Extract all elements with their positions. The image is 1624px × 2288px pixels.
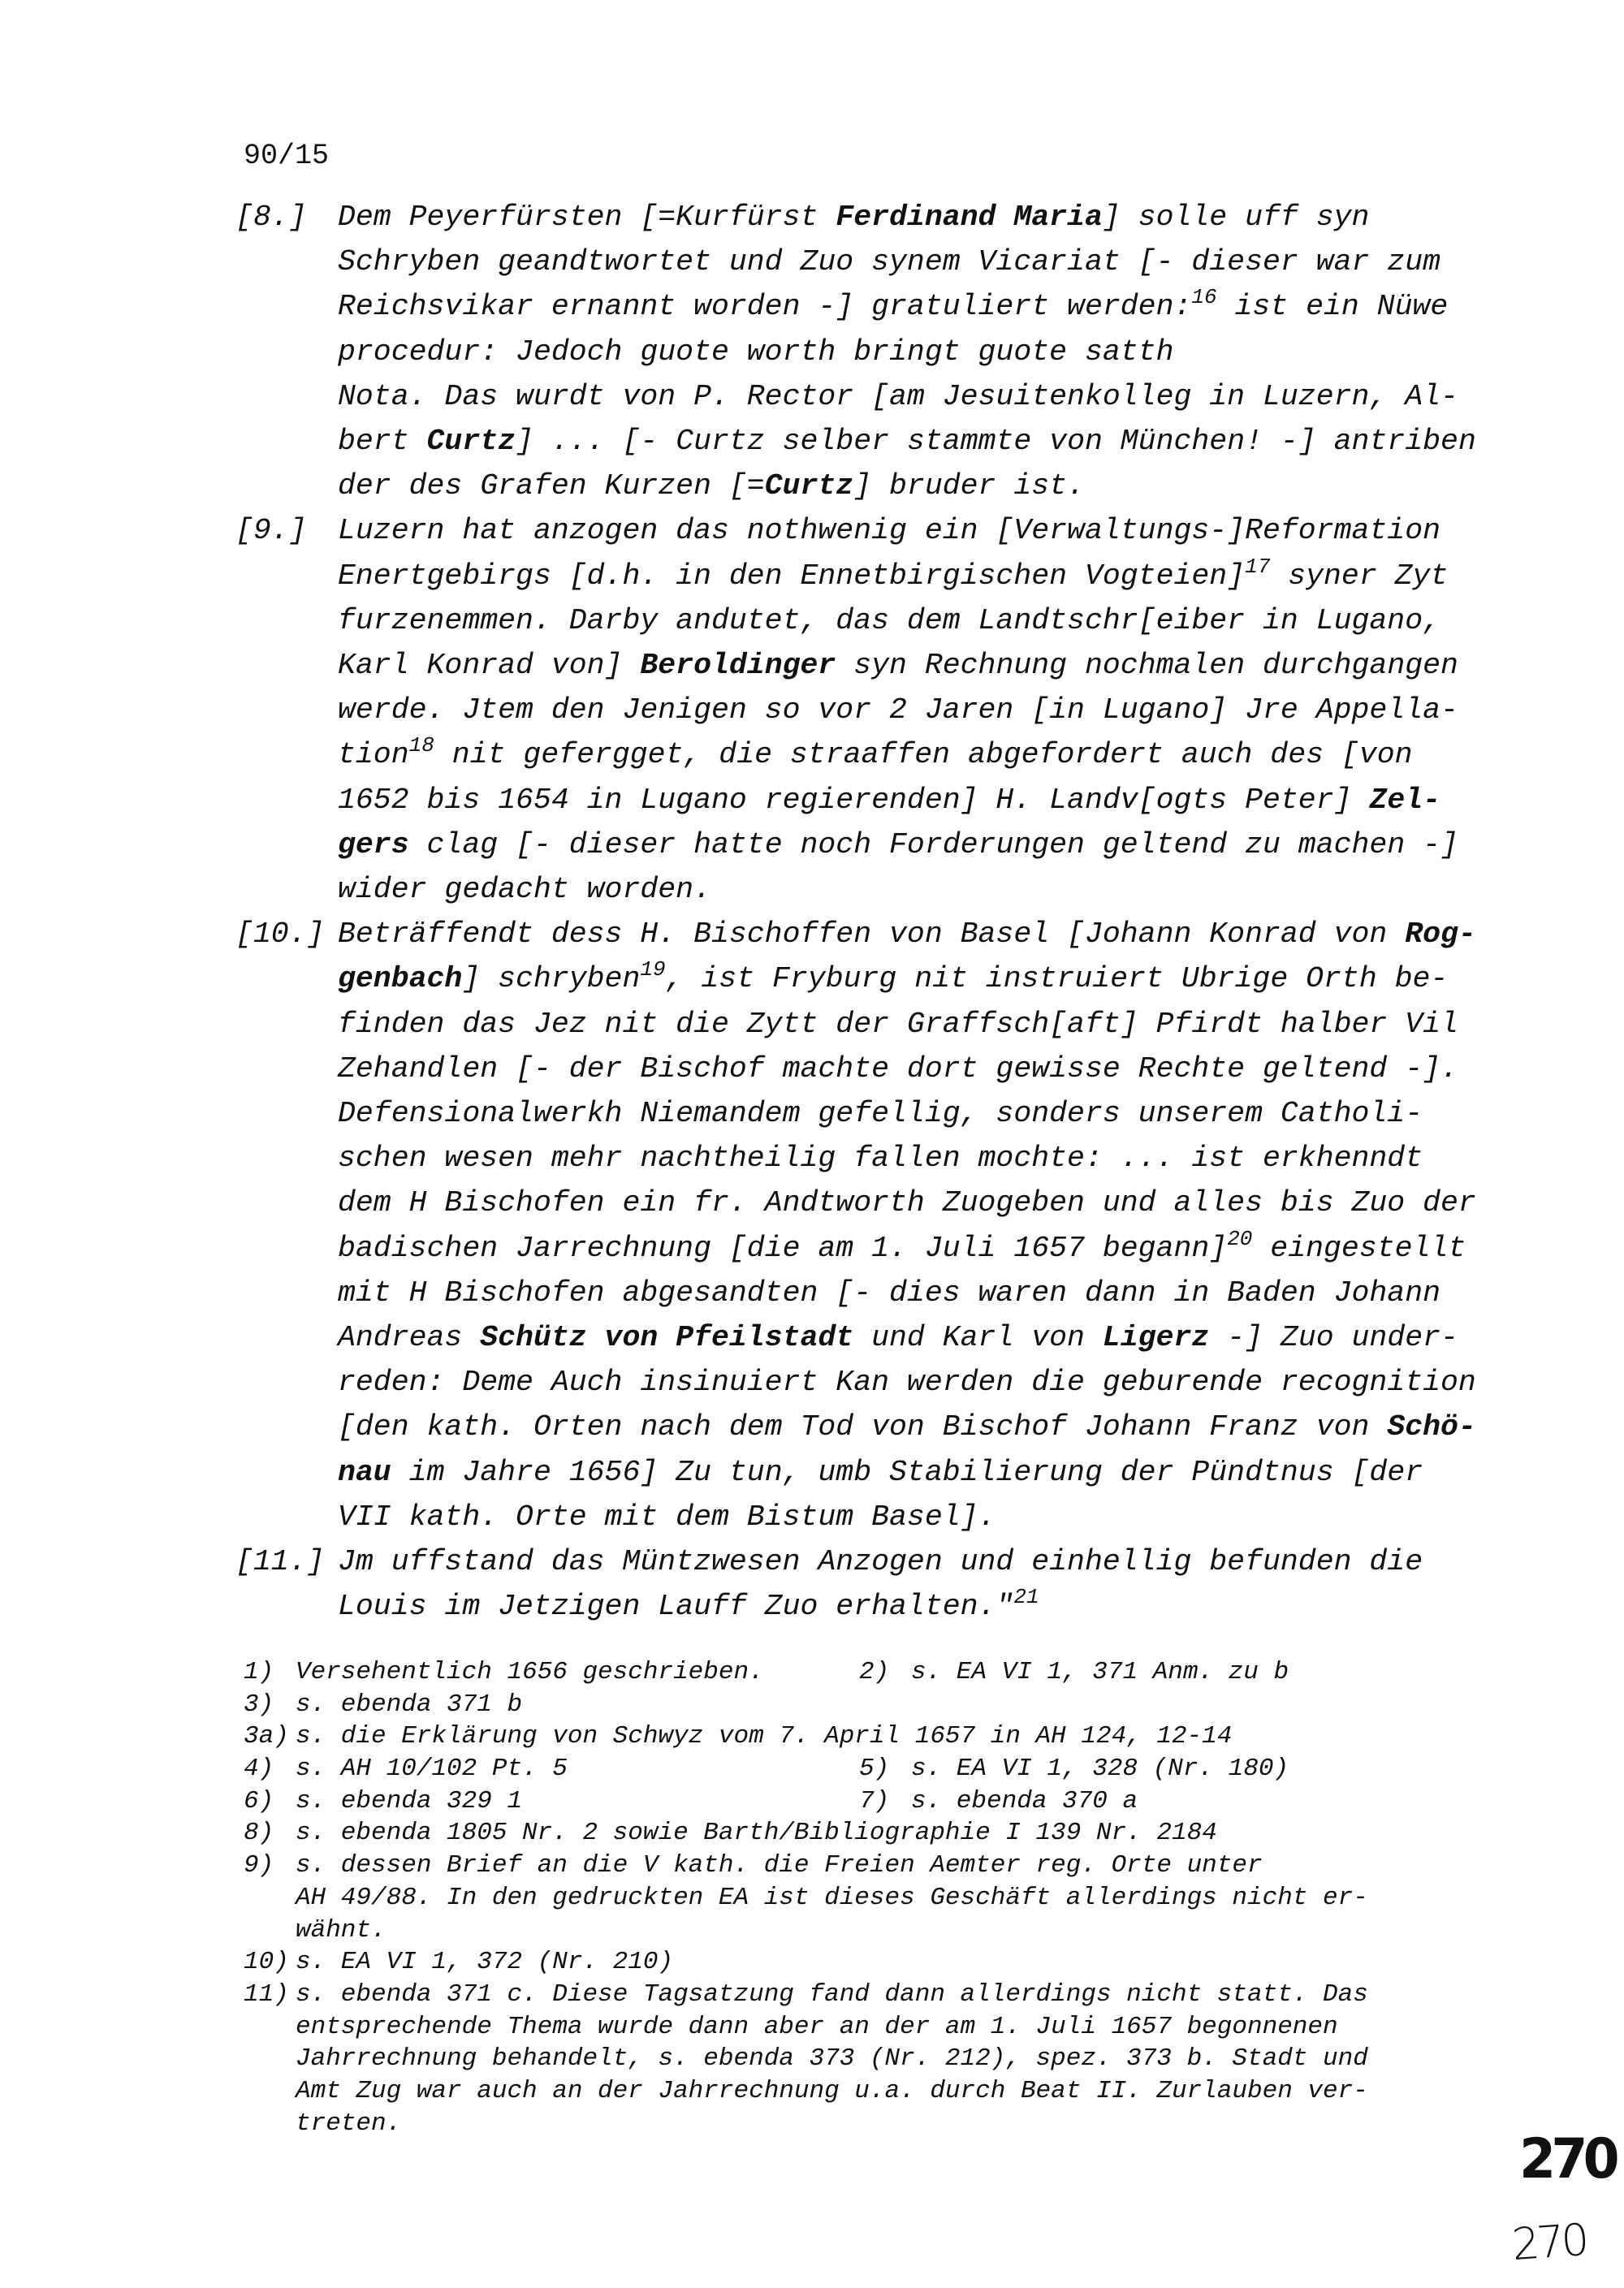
footnote-ref: 17	[1245, 554, 1271, 579]
footnote	[244, 1946, 1510, 1979]
footnote-number: 3a)	[244, 1722, 289, 1751]
footnote-number: 1)	[244, 1658, 274, 1686]
footnote-ref: 18	[408, 733, 434, 758]
protocol-entries	[235, 195, 1486, 1630]
footnote-line: s. ebenda 370 a	[911, 1786, 1138, 1815]
entry-line: tion$^{18}$ nit gefergget, die straaffen abgefordert auch des [von	[338, 733, 1413, 772]
bold-name: Zel-	[1369, 783, 1441, 817]
footnote-number: 10)	[244, 1948, 289, 1977]
entry-line: Nota. Das wurdt von P. Rector [am Jesuitenkolleg in Luzern, Al-	[338, 379, 1458, 413]
entry	[235, 912, 1486, 1539]
entry-line: schen wesen mehr nachtheilig fallen mochte: ... ist erkhenndt	[338, 1142, 1423, 1176]
entry-line: werde. Jtem den Jenigen so vor 2 Jaren [in Lugano] Jre Appella-	[338, 693, 1458, 727]
footnote	[244, 1720, 1510, 1753]
footnote-ref: 21	[1013, 1585, 1039, 1610]
footnote-line: s. EA VI 1, 371 Anm. zu b	[911, 1658, 1289, 1686]
bold-name: Ligerz	[1102, 1321, 1210, 1355]
footnote-line: AH 49/88. In den gedruckten EA ist dieses Geschäft allerdings nicht er-	[296, 1883, 1368, 1912]
footnote-number: 3)	[244, 1690, 274, 1719]
handwritten-page-stamp: 270	[1519, 2127, 1615, 2191]
footnote	[244, 1979, 1510, 2140]
footnote-line: treten.	[296, 2109, 402, 2138]
footnote-number: 6)	[244, 1786, 274, 1815]
footnote-ref: 16	[1191, 285, 1217, 310]
entry-line: Defensionalwerkh Niemandem gefellig, sonders unserem Catholi-	[338, 1097, 1423, 1131]
footnote	[244, 1753, 929, 1785]
entry	[235, 508, 1486, 912]
footnote-pair-row	[244, 1656, 1510, 1689]
bold-name: gers	[338, 827, 409, 861]
entry-line: Beträffendt dess H. Bischoffen von Basel [Johann Konrad von Rog-	[338, 917, 1476, 952]
footnote-number: 2)	[859, 1658, 890, 1686]
entry-number: [10.]	[235, 917, 325, 952]
entry-line: der des Grafen Kurzen [=Curtz] bruder ist.	[338, 469, 1085, 503]
bold-name: Ferdinand Maria	[836, 201, 1103, 234]
entry-line: mit H Bischofen abgesandten [- dies waren dann in Baden Johann	[338, 1276, 1441, 1310]
footnote-line: Jahrrechnung behandelt, s. ebenda 373 (Nr. 212), spez. 373 b. Stadt und	[296, 2044, 1368, 2074]
entry-line: bert Curtz] ... [- Curtz selber stammte von München! -] antriben	[338, 425, 1476, 459]
footnote-number: 11)	[244, 1979, 289, 2009]
bold-name: Curtz	[426, 425, 516, 459]
footnote-number: 4)	[244, 1755, 274, 1784]
footnote	[244, 1785, 929, 1818]
footnote-line: s. AH 10/102 Pt. 5	[296, 1755, 568, 1784]
bold-name: Curtz	[764, 469, 854, 503]
bold-name: nau	[338, 1455, 391, 1489]
footnote-ref: 20	[1227, 1226, 1253, 1251]
entry-line: Schryben geandtwortet und Zuo synem Vicariat [- dieser war zum	[338, 245, 1441, 279]
footnote-line: s. EA VI 1, 372 (Nr. 210)	[296, 1948, 674, 1977]
footnote-number: 9)	[244, 1851, 274, 1880]
bold-name: Schütz von Pfeilstadt	[480, 1321, 854, 1355]
footnote-number: 8)	[244, 1819, 274, 1848]
handwritten-page-stamp-secondary: 270	[1510, 2213, 1588, 2271]
footnote-line: s. ebenda 371 b	[296, 1690, 523, 1719]
footnote-number: 7)	[859, 1786, 890, 1815]
footnote-line: Amt Zug war auch an der Jahrrechnung u.a. durch Beat II. Zurlauben ver-	[296, 2077, 1368, 2106]
bold-name: Schö-	[1387, 1410, 1476, 1444]
entry-line: reden: Deme Auch insinuiert Kan werden die geburende recognition	[338, 1366, 1476, 1400]
footnote-number: 5)	[859, 1755, 890, 1784]
footnote	[244, 1850, 1510, 1946]
footnote-line: s. die Erklärung von Schwyz vom 7. April 1657 in AH 124, 12-14	[296, 1722, 1233, 1751]
footnote-line: s. ebenda 371 c. Diese Tagsatzung fand dann allerdings nicht statt. Das	[296, 1979, 1368, 2009]
entry-line: gers clag [- dieser hatte noch Forderungen geltend zu machen -]	[338, 827, 1458, 861]
entry-line: wider gedacht worden.	[338, 873, 711, 907]
entry-number: [8.]	[235, 201, 307, 234]
entry-number: [9.]	[235, 514, 307, 548]
footnote-line: s. ebenda 1805 Nr. 2 sowie Barth/Bibliographie I 139 Nr. 2184	[296, 1819, 1217, 1848]
entry-line: Enertgebirgs [d.h. in den Ennetbirgischen Vogteien]$^{17}$ syner Zyt	[338, 554, 1449, 593]
entry-line: Louis im Jetzigen Lauff Zuo erhalten."$^{21}$	[338, 1585, 1039, 1624]
entry-line: genbach] schryben$^{19}$, ist Fryburg nit instruiert Ubrige Orth be-	[338, 957, 1449, 996]
page-header-number: 90/15	[244, 140, 330, 172]
entry-line: Jm uffstand das Müntzwesen Anzogen und einhellig befunden die	[338, 1545, 1423, 1579]
footnote	[244, 1656, 929, 1689]
entry-number: [11.]	[235, 1545, 325, 1579]
entry-line: badischen Jarrechnung [die am 1. Juli 1657 begann]$^{20}$ eingestellt	[338, 1226, 1466, 1265]
entry-line: procedur: Jedoch guote worth bringt guote satth	[338, 335, 1174, 369]
footnote-line: entsprechende Thema wurde dann aber an der am 1. Juli 1657 begonnenen	[296, 2012, 1338, 2041]
footnote	[859, 1753, 1561, 1785]
footnote-line: s. dessen Brief an die V kath. die Freien Aemter reg. Orte unter	[296, 1851, 1263, 1880]
entry-line: nau im Jahre 1656] Zu tun, umb Stabilierung der Pündtnus [der	[338, 1455, 1423, 1489]
entry-line: Andreas Schütz von Pfeilstadt und Karl von Ligerz -] Zuo under-	[338, 1321, 1458, 1355]
footnotes-section	[244, 1656, 1510, 2140]
entry-line: dem H Bischofen ein fr. Andtworth Zuogeben und alles bis Zuo der	[338, 1186, 1476, 1220]
entry-line: Zehandlen [- der Bischof machte dort gewisse Rechte geltend -].	[338, 1051, 1458, 1086]
footnote-line: Versehentlich 1656 geschrieben.	[296, 1658, 764, 1686]
footnote-line: wähnt.	[296, 1915, 387, 1945]
entry-line: furzenemmen. Darby andutet, das dem Landtschr[eiber in Lugano,	[338, 603, 1441, 637]
entry-line: 1652 bis 1654 in Lugano regierenden] H. Landv[ogts Peter] Zel-	[338, 783, 1441, 817]
footnote-pair-row	[244, 1785, 1510, 1818]
bold-name: Rog-	[1405, 917, 1476, 952]
footnote	[244, 1817, 1510, 1850]
entry-line: [den kath. Orten nach dem Tod von Bischof Johann Franz von Schö-	[338, 1410, 1476, 1444]
entry-line: VII kath. Orte mit dem Bistum Basel].	[338, 1500, 996, 1534]
footnote-pair-row	[244, 1753, 1510, 1785]
entry-line: Luzern hat anzogen das nothwenig ein [Verwaltungs-]Reformation	[338, 514, 1441, 548]
entry-line: finden das Jez nit die Zytt der Graffsch[aft] Pfirdt halber Vil	[338, 1007, 1458, 1041]
footnote	[859, 1785, 1561, 1818]
entry	[235, 195, 1486, 508]
footnote	[859, 1656, 1561, 1689]
bold-name: genbach	[338, 962, 463, 996]
entry-line: Karl Konrad von] Beroldinger syn Rechnung nochmalen durchgangen	[338, 649, 1458, 683]
bold-name: Beroldinger	[640, 649, 836, 683]
footnote-line: s. EA VI 1, 328 (Nr. 180)	[911, 1755, 1289, 1784]
footnote-line: s. ebenda 329 1	[296, 1786, 523, 1815]
entry-line: Reichsvikar ernannt worden -] gratuliert werden:$^{16}$ ist ein Nüwe	[338, 285, 1449, 324]
entry	[235, 1539, 1486, 1629]
entry-line: Dem Peyerfürsten [=Kurfürst Ferdinand Maria] solle uff syn	[338, 201, 1370, 234]
footnote	[244, 1689, 1510, 1721]
footnote-ref: 19	[640, 957, 666, 982]
